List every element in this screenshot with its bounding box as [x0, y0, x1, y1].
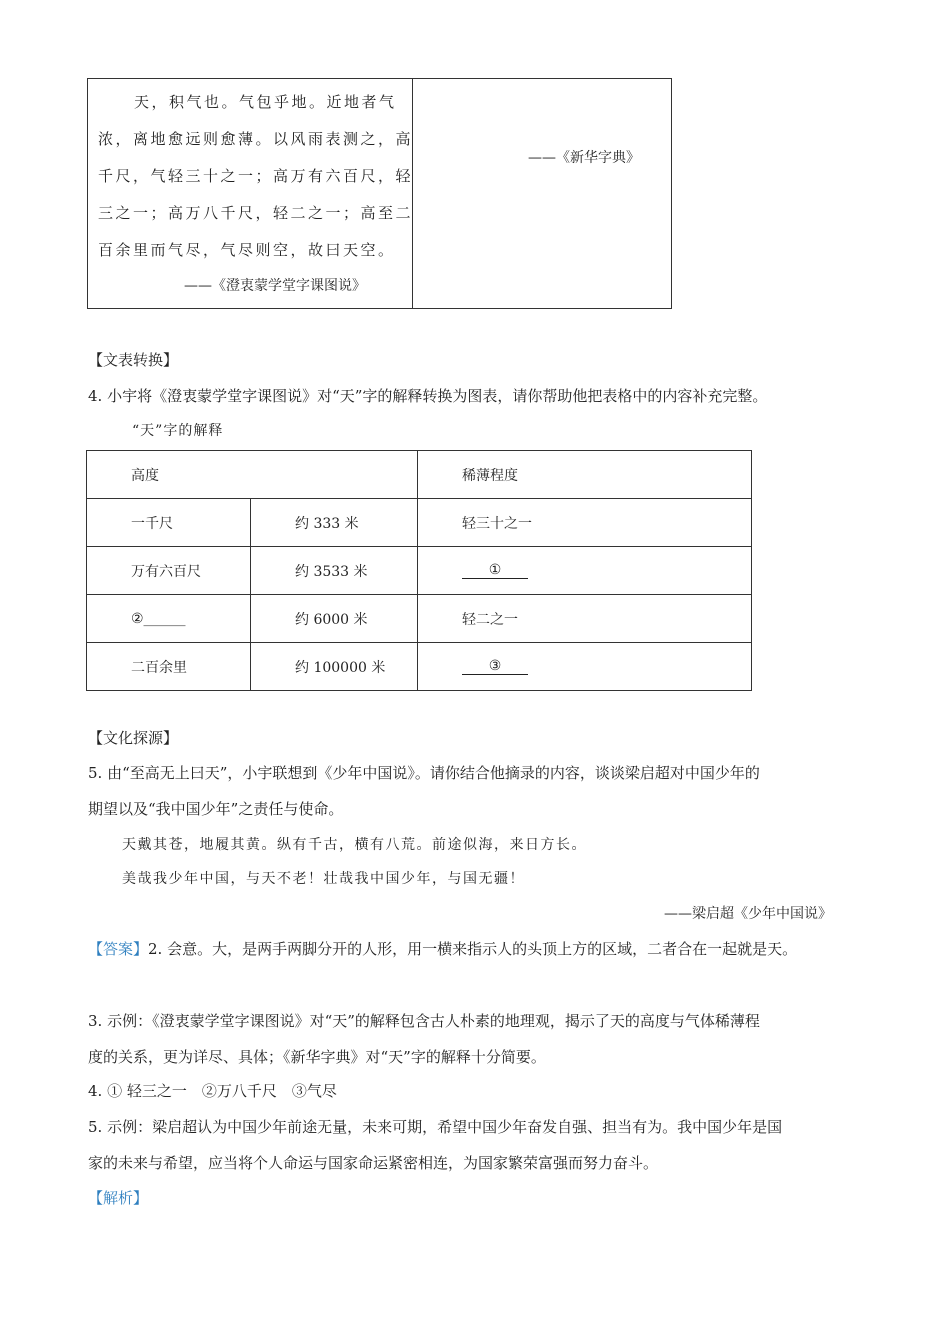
- source-text-line: 百余里而气尽，气尽则空，故曰天空。: [98, 241, 396, 259]
- answer-4: 4. ① 轻三之一 ②万八千尺 ③气尽: [88, 1082, 337, 1100]
- analysis-label: 【解析】: [88, 1189, 149, 1207]
- answer-5-line-2: 家的未来与希望，应当将个人命运与国家命运紧密相连，为国家繁荣富强而努力奋斗。: [88, 1154, 659, 1172]
- table-row: [87, 643, 752, 691]
- answer-3-line-2: 度的关系，更为详尽、具体；《新华字典》对“天”字的解释十分简要。: [88, 1048, 546, 1066]
- cell-height: 万有六百尺: [87, 547, 251, 595]
- table-caption: “天”字的解释: [132, 423, 224, 439]
- cell-thinness-blank: [418, 547, 752, 595]
- table-column-divider: [412, 79, 413, 308]
- source-comparison-table: [87, 78, 672, 309]
- source-text-line: 天，积气也。气包乎地。近地者气: [134, 93, 397, 111]
- table-row: [87, 499, 752, 547]
- table-row: [87, 595, 752, 643]
- cell-meters: 约 6000 米: [251, 595, 418, 643]
- blank-1[interactable]: ①: [462, 562, 528, 579]
- cell-thinness: 轻二之一: [418, 595, 752, 643]
- section-heading-convert: 【文表转换】: [88, 351, 179, 369]
- source-text-line: 浓，离地愈远则愈薄。以风雨表测之，高: [98, 130, 414, 148]
- cell-thinness-blank: [418, 643, 752, 691]
- source-citation-left: ——《澄衷蒙学堂字课图说》: [184, 278, 366, 294]
- answer-3-line-1: 3. 示例：《澄衷蒙学堂字课图说》对“天”的解释包含古人朴素的地理观，揭示了天的高度与气体稀薄程: [88, 1012, 760, 1030]
- header-thinness: 稀薄程度: [418, 451, 752, 499]
- source-citation-right: ——《新华字典》: [528, 150, 640, 166]
- header-height: 高度: [87, 451, 418, 499]
- quote-line-2: 美哉我少年中国，与天不老！壮哉我中国少年，与国无疆！: [122, 871, 525, 887]
- cell-meters: 约 100000 米: [251, 643, 418, 691]
- source-text-line: 千尺，气轻三十之一；高万有六百尺，轻: [98, 167, 414, 185]
- question-4-prompt: 4. 小宇将《澄衷蒙学堂字课图说》对“天”字的解释转换为图表，请你帮助他把表格中的内容补充完整。: [88, 387, 768, 405]
- height-thinness-table: [86, 450, 752, 691]
- cell-height: 二百余里: [87, 643, 251, 691]
- table-row: [87, 547, 752, 595]
- cell-thinness: 轻三十之一: [418, 499, 752, 547]
- answer-5-line-1: 5. 示例：梁启超认为中国少年前途无量，未来可期，希望中国少年奋发自强、担当有为。我中国少年是国: [88, 1118, 783, 1136]
- quote-line-1: 天戴其苍，地履其黄。纵有千古，横有八荒。前途似海，来日方长。: [122, 837, 587, 853]
- cell-meters: 约 3533 米: [251, 547, 418, 595]
- cell-height-blank: [87, 595, 251, 643]
- question-5-line-1: 5. 由“至高无上曰天”，小宇联想到《少年中国说》。请你结合他摘录的内容，谈谈梁启超对中国少年的: [88, 764, 760, 782]
- quote-source: ——梁启超《少年中国说》: [664, 906, 832, 922]
- cell-height: 一千尺: [87, 499, 251, 547]
- blank-2[interactable]: ②______: [131, 610, 186, 627]
- answer-label: 【答案】: [88, 940, 149, 958]
- question-5-line-2: 期望以及“我中国少年”之责任与使命。: [88, 800, 344, 818]
- answer-2-text: 2. 会意。大，是两手两脚分开的人形，用一横来指示人的头顶上方的区域，二者合在一起就是天。: [148, 940, 798, 958]
- table-header-row: [87, 451, 752, 499]
- section-heading-culture: 【文化探源】: [88, 729, 179, 747]
- blank-3[interactable]: ③: [462, 658, 528, 675]
- cell-meters: 约 333 米: [251, 499, 418, 547]
- source-text-line: 三之一；高万八千尺，轻二之一；高至二: [98, 204, 414, 222]
- answer-block-2: [88, 938, 797, 959]
